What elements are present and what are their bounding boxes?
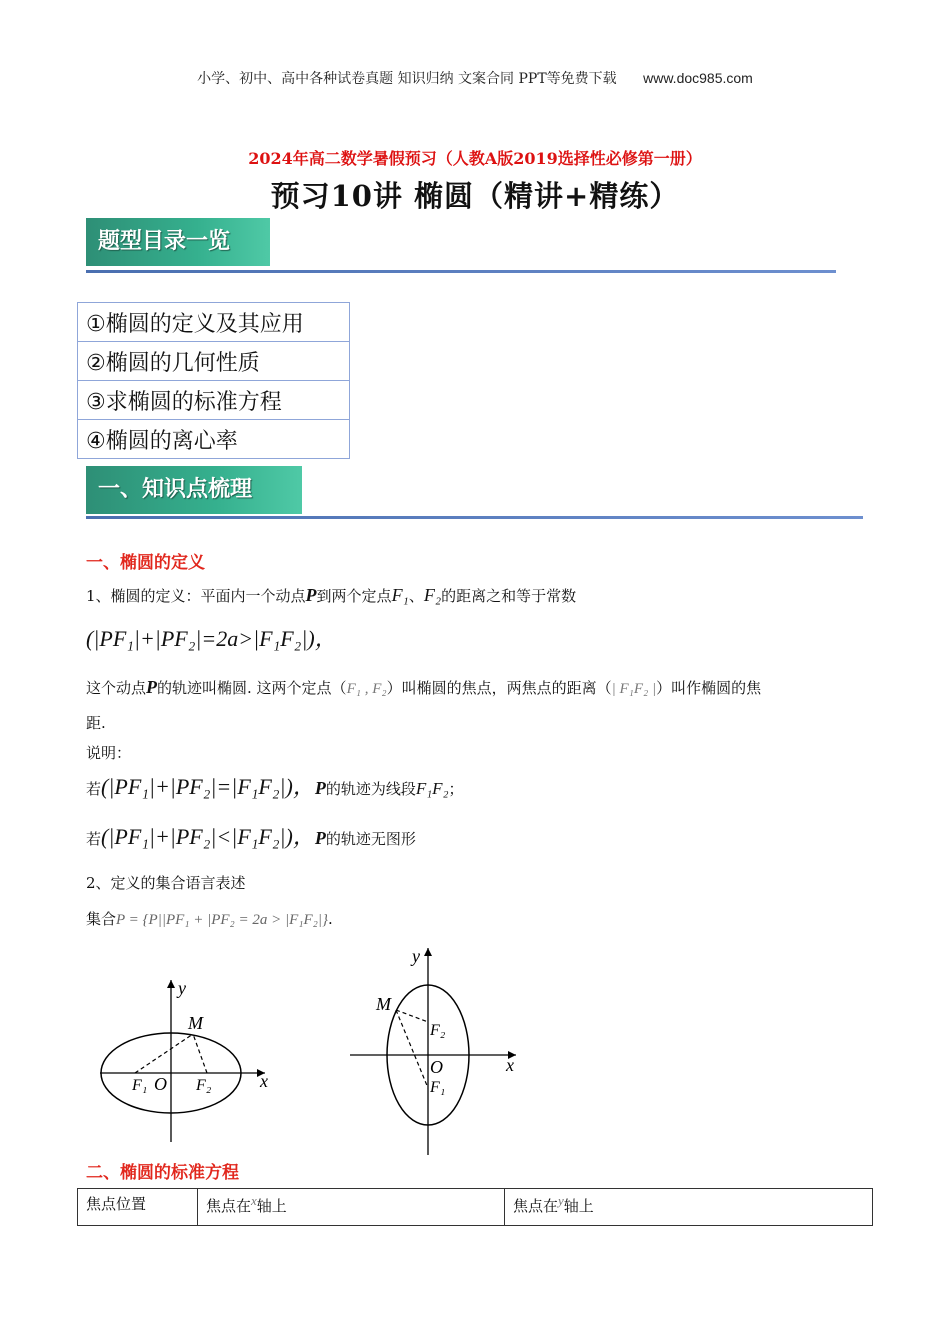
doc-title: 预习10讲 椭圆（精讲+精练）	[270, 179, 680, 213]
symbol-f2: F₂	[423, 585, 442, 605]
table-row	[78, 1189, 873, 1226]
formula-definition: (|PF₁|+|PF₂|=2a>|F₁F₂|)，	[86, 626, 337, 651]
symbol-f1f2: F₁F₂	[415, 779, 449, 798]
case-segment	[86, 776, 464, 800]
standard-equation-table	[77, 1188, 873, 1226]
point-m-label: M	[188, 1013, 203, 1033]
banner-rule-knowledge	[86, 516, 863, 519]
symbol-f1: F₁	[391, 585, 409, 605]
text: 的距离之和等于常数	[441, 587, 577, 605]
figure-horizontal-ellipse	[80, 972, 290, 1148]
text: 焦点在	[206, 1197, 252, 1215]
case-none	[86, 826, 416, 850]
text: 的轨迹叫椭圆. 这两个定点（	[157, 679, 347, 697]
toc-item[interactable]: ④椭圆的离心率	[78, 420, 350, 459]
banner-toc: 题型目录一览	[86, 218, 270, 266]
table-cell-y-axis	[505, 1189, 873, 1226]
symbol-p: P	[146, 677, 158, 697]
text: 轴上	[563, 1197, 594, 1215]
set-expression	[86, 908, 333, 931]
set-language-heading: 2、定义的集合语言表述	[86, 874, 246, 892]
note-label: 说明：	[86, 744, 132, 762]
focus-paragraph-end: 距.	[86, 714, 106, 732]
table-cell-focus-position: 焦点位置	[78, 1189, 198, 1226]
text: 、	[408, 587, 424, 605]
symbol-focal-distance: | F₁F₂ |	[611, 681, 657, 697]
formula-case1: (|PF₁|+|PF₂|=|F₁F₂|)，	[101, 774, 315, 799]
symbol-x: x	[251, 1193, 257, 1208]
axis-x-label: x	[506, 1055, 514, 1075]
text: .	[328, 910, 333, 928]
symbol-p: P	[314, 828, 326, 848]
banner-rule-toc	[86, 270, 836, 273]
toc-item[interactable]: ①椭圆的定义及其应用	[78, 303, 350, 342]
figure-vertical-ellipse	[346, 940, 526, 1160]
banner-knowledge: 一、知识点梳理	[86, 466, 302, 514]
origin-label: O	[430, 1057, 443, 1077]
text: 到两个定点	[316, 587, 392, 605]
text: 轴上	[256, 1197, 287, 1215]
axis-x-label: x	[260, 1071, 268, 1091]
toc-table	[77, 302, 350, 459]
text: 这个动点	[86, 679, 147, 697]
focus-f1-label: F₁	[430, 1079, 446, 1096]
text: 1、椭圆的定义：平面内一个动点	[86, 587, 306, 605]
formula-set: P = {P||PF₁ + |PF₂ = 2a > |F₁F₂|}	[116, 912, 329, 928]
text: ）叫作椭圆的焦	[656, 679, 762, 697]
focus-f2-label: F₂	[196, 1077, 212, 1094]
focus-paragraph	[86, 676, 761, 700]
point-m-label: M	[376, 994, 391, 1014]
doc-subtitle: 2024年高二数学暑假预习（人教A版2019选择性必修第一册）	[248, 149, 702, 168]
header-text: 小学、初中、高中各种试卷真题 知识归纳 文案合同 PPT等免费下载	[197, 71, 617, 87]
text: ；	[448, 780, 464, 798]
axis-y-label: y	[412, 946, 420, 966]
text: 的轨迹为线段	[325, 780, 416, 798]
definition-paragraph	[86, 584, 576, 607]
toc-item[interactable]: ③求椭圆的标准方程	[78, 381, 350, 420]
header-url[interactable]: www.doc985.com	[643, 70, 753, 86]
text: 若	[86, 830, 102, 848]
section-heading-definition: 一、椭圆的定义	[86, 553, 205, 573]
axis-y-label: y	[178, 978, 186, 998]
text: 焦点在	[513, 1197, 559, 1215]
symbol-y: y	[558, 1193, 564, 1208]
origin-label: O	[154, 1074, 167, 1094]
table-cell-x-axis	[198, 1189, 505, 1226]
formula-case2: (|PF₁|+|PF₂|<|F₁F₂|)，	[101, 824, 315, 849]
symbol-p: P	[314, 778, 326, 798]
text: 的轨迹无图形	[325, 830, 416, 848]
text: 若	[86, 780, 102, 798]
section-heading-standard-equation: 二、椭圆的标准方程	[86, 1163, 239, 1183]
site-header	[0, 68, 950, 88]
text: ）叫椭圆的焦点，两焦点的距离（	[386, 679, 612, 697]
text: 集合	[86, 910, 117, 928]
symbol-foci: F₁ , F₂	[346, 681, 387, 697]
focus-f2-label: F₂	[430, 1022, 446, 1039]
toc-item[interactable]: ②椭圆的几何性质	[78, 342, 350, 381]
symbol-p: P	[305, 585, 317, 605]
focus-f1-label: F₁	[132, 1077, 148, 1094]
